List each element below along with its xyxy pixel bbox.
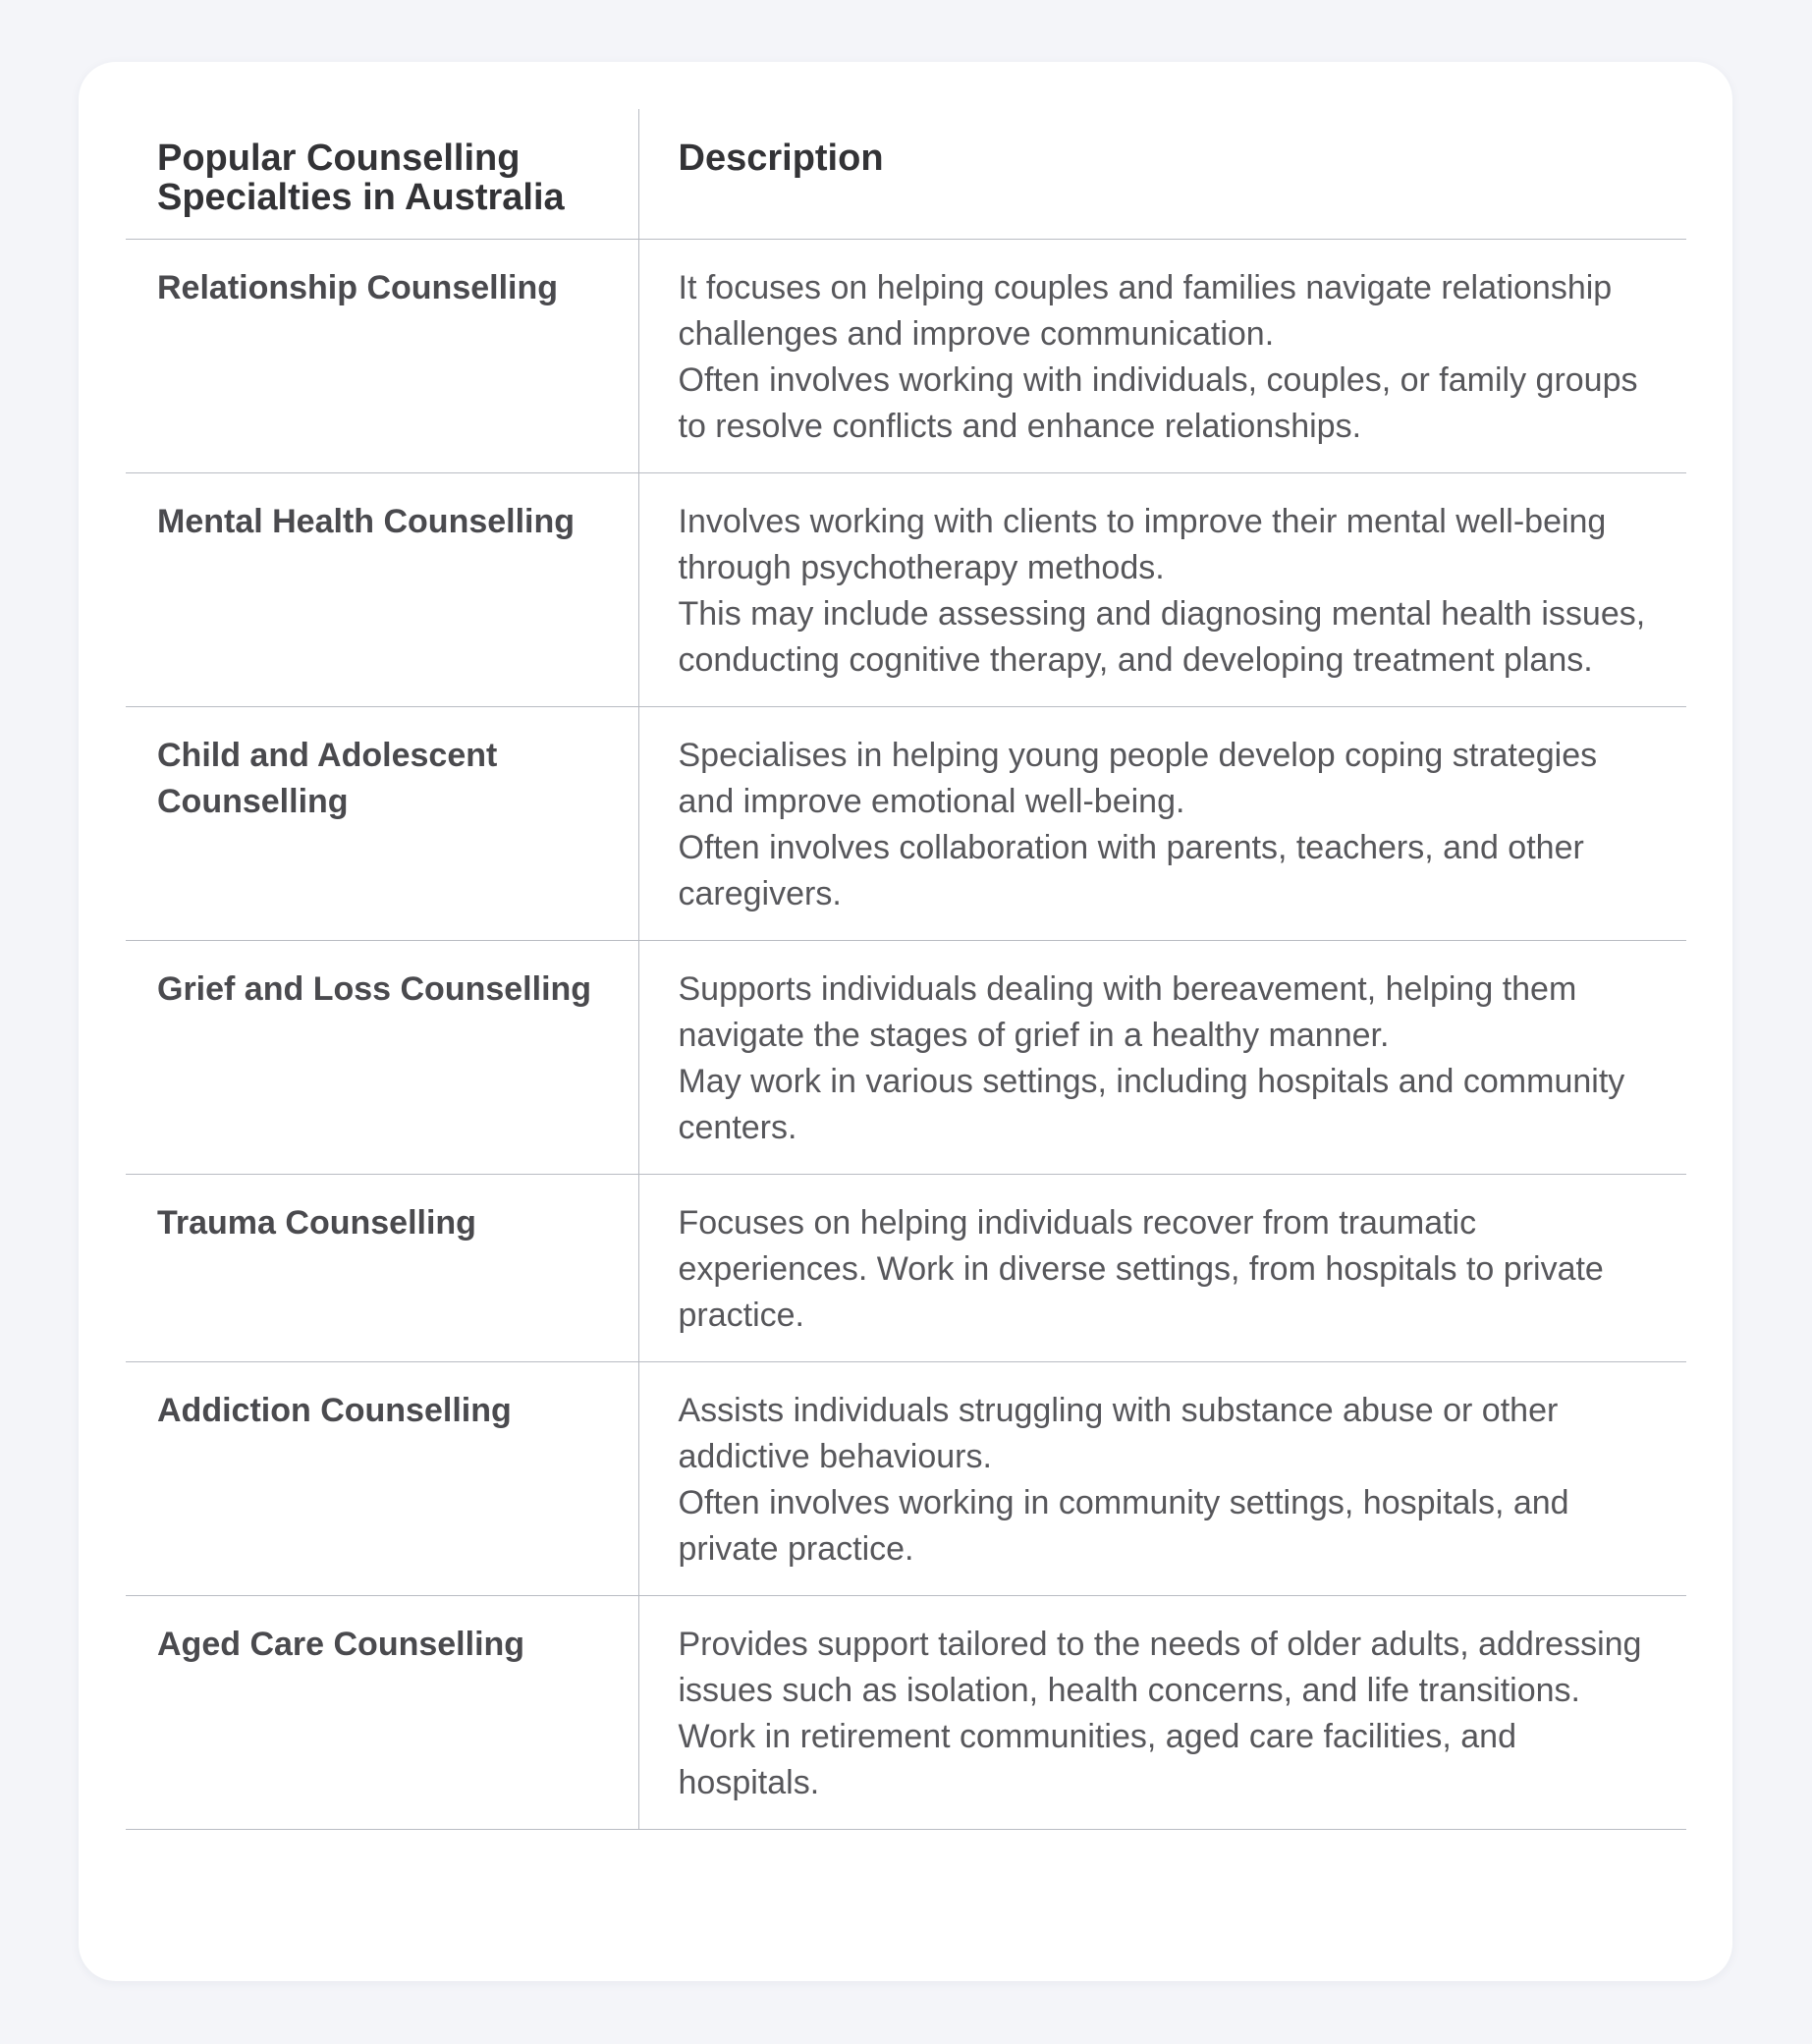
table-row	[126, 941, 1686, 1175]
description-paragraph: Involves working with clients to improve their mental well-being through psychotherapy methods.	[678, 503, 1607, 586]
table-row	[126, 473, 1686, 707]
description-paragraph: Work in retirement communities, aged care facilities, and hospitals.	[678, 1718, 1517, 1801]
specialty-name: Trauma Counselling	[126, 1175, 638, 1362]
description-paragraph: Often involves collaboration with parents, teachers, and other caregivers.	[678, 829, 1584, 912]
description-paragraph: May work in various settings, including hospitals and community centers.	[678, 1063, 1625, 1146]
specialty-name: Addiction Counselling	[126, 1362, 638, 1596]
specialties-table	[126, 109, 1686, 1830]
description-paragraph: Specialises in helping young people develop coping strategies and improve emotional well-being.	[678, 737, 1598, 820]
specialty-description	[638, 941, 1686, 1175]
description-paragraph: Often involves working in community settings, hospitals, and private practice.	[678, 1484, 1569, 1568]
table-row	[126, 1362, 1686, 1596]
specialty-column-header: Popular Counselling Specialties in Australia	[126, 109, 638, 240]
description-paragraph: Provides support tailored to the needs of older adults, addressing issues such as isolation, health concerns, and life transitions.	[678, 1626, 1642, 1709]
table-card	[79, 62, 1732, 1981]
table-row	[126, 707, 1686, 941]
table-row	[126, 1175, 1686, 1362]
specialty-description	[638, 1362, 1686, 1596]
description-paragraph: Supports individuals dealing with bereavement, helping them navigate the stages of grief in a healthy manner.	[678, 970, 1577, 1054]
description-paragraph: This may include assessing and diagnosing mental health issues, conducting cognitive therapy, and developing treatment plans.	[678, 595, 1646, 679]
description-paragraph: It focuses on helping couples and families navigate relationship challenges and improve communication.	[678, 269, 1613, 353]
table-row	[126, 1596, 1686, 1830]
specialty-name: Grief and Loss Counselling	[126, 941, 638, 1175]
description-paragraph: Often involves working with individuals, couples, or family groups to resolve conflicts and enhance relationships.	[678, 361, 1638, 445]
table-row	[126, 240, 1686, 473]
specialty-name: Child and Adolescent Counselling	[126, 707, 638, 941]
description-paragraph: Assists individuals struggling with substance abuse or other addictive behaviours.	[678, 1392, 1559, 1475]
description-column-header: Description	[638, 109, 1686, 240]
specialty-name: Mental Health Counselling	[126, 473, 638, 707]
specialty-description	[638, 473, 1686, 707]
specialty-name: Relationship Counselling	[126, 240, 638, 473]
specialty-name: Aged Care Counselling	[126, 1596, 638, 1830]
specialty-description	[638, 707, 1686, 941]
specialty-description	[638, 1175, 1686, 1362]
specialty-description	[638, 240, 1686, 473]
table-header-row	[126, 109, 1686, 240]
specialty-description	[638, 1596, 1686, 1830]
description-paragraph: Focuses on helping individuals recover from traumatic experiences. Work in diverse settings, from hospitals to private practice.	[678, 1204, 1604, 1334]
